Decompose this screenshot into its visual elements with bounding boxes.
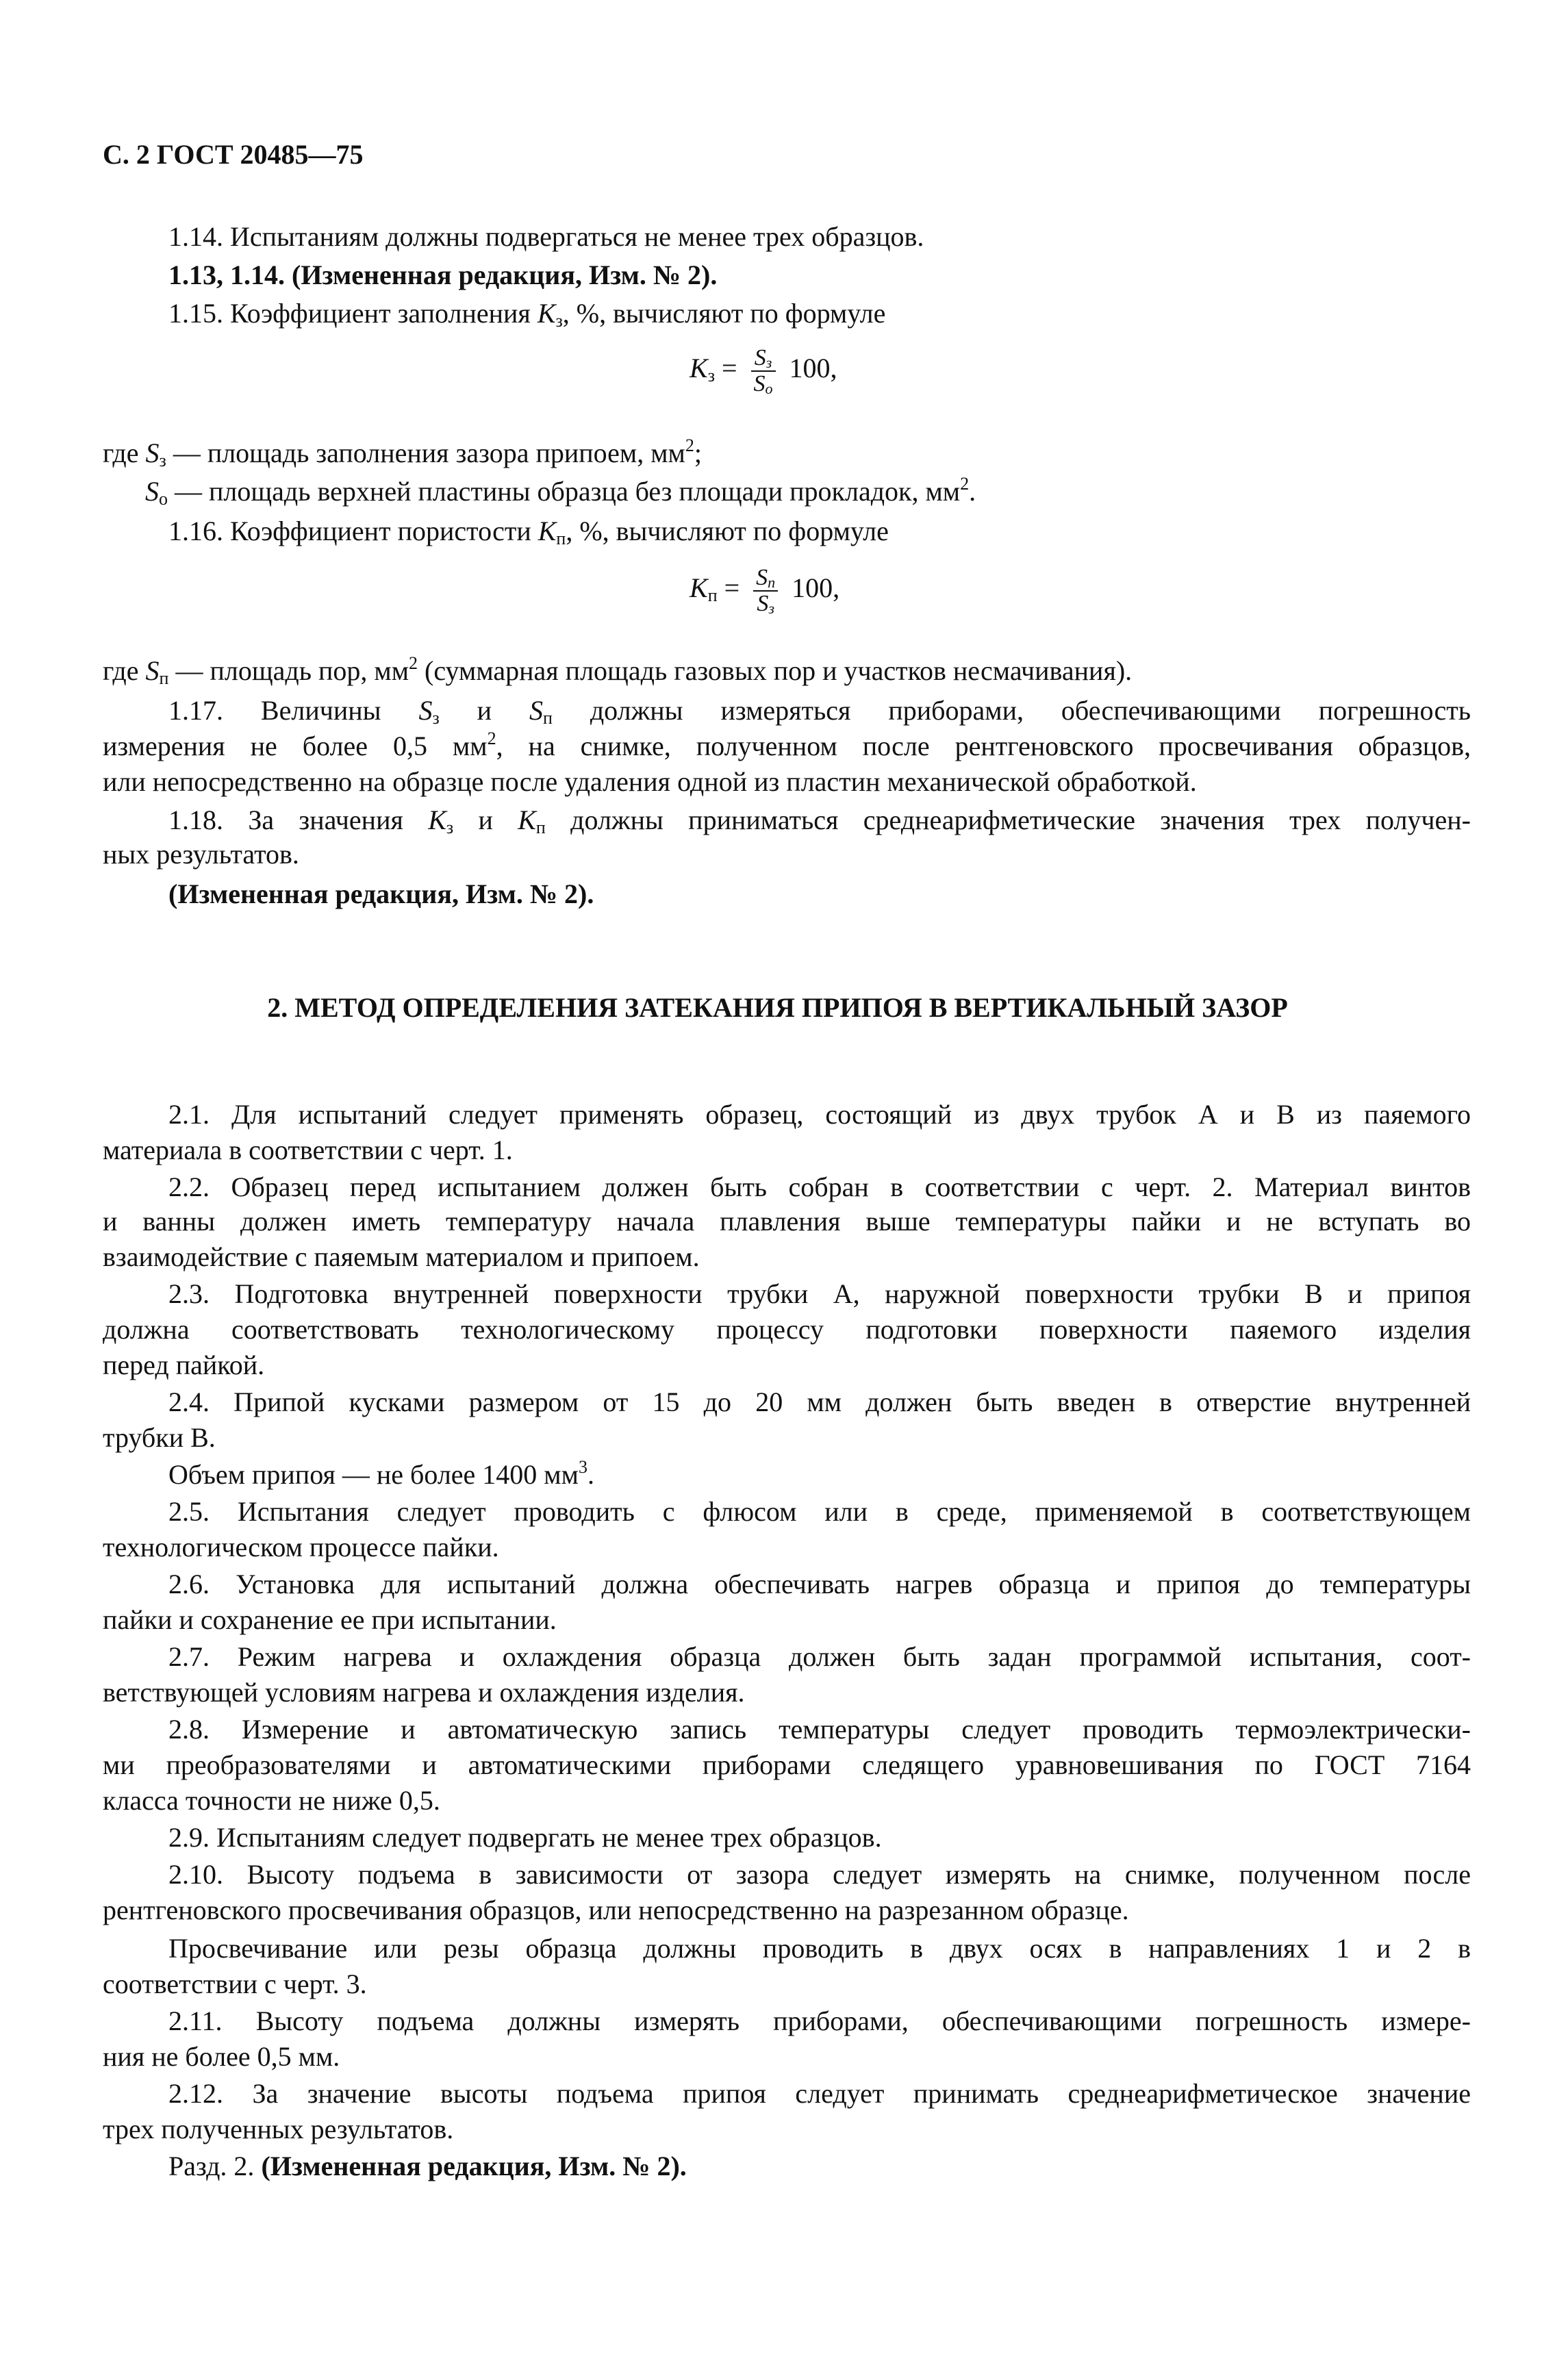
paragraph-2-5-line-1: 2.5. Испытания следует проводить с флюсом или в среде, применяемой в соответствующем [168, 1496, 1471, 1527]
paragraph-2-2-line-3: взаимодействие с паяемым материалом и припоем. [103, 1241, 700, 1272]
edit-note-section-2: Разд. 2. (Измененная редакция, Изм. № 2). [168, 2151, 687, 2181]
page-header: С. 2 ГОСТ 20485—75 [103, 139, 364, 170]
where-sp: где $S_п$ — площадь пор, $мм^2$ (суммарная площадь газовых пор и участков несмачивания). [103, 653, 1133, 688]
paragraph-1-15: 1.15. Коэффициент заполнения $K_з$, %, вычисляют по формуле [168, 298, 886, 331]
paragraph-2-7-line-1: 2.7. Режим нагрева и охлаждения образца должен быть задан программой испытания, соот- [168, 1641, 1471, 1672]
paragraph-1-18-line-1: 1.18. За значения $K_з$ и $K_п$ должны приниматься среднеарифметические значения трех получен- [168, 805, 1471, 837]
paragraph-2-8-line-2: ми преобразователями и автоматическими приборами следящего уравновешивания по ГОСТ 7164 [103, 1749, 1471, 1780]
paragraph-2-8-line-3: класса точности не ниже 0,5. [103, 1785, 440, 1816]
paragraph-1-17-line-1: 1.17. Величины $S_з$ и $S_п$ должны измеряться приборами, обеспечивающими погрешность [168, 695, 1471, 728]
paragraph-2-10-line-1: 2.10. Высоту подъема в зависимости от зазора следует измерять на снимке, полученном после [168, 1859, 1471, 1890]
paragraph-2-10-line-4: соответствии с черт. 3. [103, 1968, 367, 1999]
formula-kp: $K_п$ = $\frac{S_п}{S_з}$ 100, [690, 565, 840, 617]
edit-note-1-13-1-14: 1.13, 1.14. (Измененная редакция, Изм. № 2). [168, 259, 718, 290]
paragraph-2-2-line-1: 2.2. Образец перед испытанием должен быть собран в соответствии с черт. 2. Материал винтов [168, 1172, 1471, 1202]
paragraph-2-1-line-1: 2.1. Для испытаний следует применять образец, состоящий из двух трубок А и В из паяемого [168, 1099, 1471, 1130]
paragraph-2-11-line-2: ния не более 0,5 мм. [103, 2041, 340, 2072]
paragraph-2-3-line-1: 2.3. Подготовка внутренней поверхности трубки А, наружной поверхности трубки В и припоя [168, 1278, 1471, 1309]
where-so: $S_о$ — площадь верхней пластины образца без площади прокладок, $мм^2$. [145, 474, 976, 509]
paragraph-1-17-line-3: или непосредственно на образце после удаления одной из пластин механической обработкой. [103, 766, 1197, 797]
where-sz: где $S_з$ — площадь заполнения зазора припоем, $мм^2$; [103, 435, 702, 470]
paragraph-1-18-line-2: ных результатов. [103, 839, 299, 870]
paragraph-2-3-line-2: должна соответствовать технологическому процессу подготовки поверхности паяемого изделия [103, 1314, 1471, 1345]
paragraph-1-17-line-2: измерения не более 0,5 $мм^2$, на снимке, полученном после рентгеновского просвечивания образцов, [103, 729, 1471, 761]
edit-note-1-18: (Измененная редакция, Изм. № 2). [168, 878, 594, 909]
paragraph-1-16: 1.16. Коэффициент пористости $K_п$, %, вычисляют по формуле [168, 516, 889, 548]
paragraph-2-4-line-1: 2.4. Припой кусками размером от 15 до 20 мм должен быть введен в отверстие внутренней [168, 1387, 1471, 1417]
paragraph-1-14: 1.14. Испытаниям должны подвергаться не менее трех образцов. [168, 221, 924, 252]
paragraph-2-4-line-3: Объем припоя — не более 1400 $мм^3$. [168, 1457, 594, 1490]
paragraph-2-12-line-1: 2.12. За значение высоты подъема припоя следует принимать среднеарифметическое значение [168, 2078, 1471, 2109]
paragraph-2-2-line-2: и ванны должен иметь температуру начала плавления выше температуры пайки и не вступать во [103, 1206, 1471, 1237]
paragraph-2-10-line-2: рентгеновского просвечивания образцов, или непосредственно на разрезанном образце. [103, 1895, 1129, 1925]
formula-kz: $K_з$ = $\frac{S_з}{S_о}$ 100, [690, 345, 837, 397]
paragraph-2-1-line-2: материала в соответствии с черт. 1. [103, 1135, 513, 1165]
paragraph-2-12-line-2: трех полученных результатов. [103, 2114, 454, 2144]
paragraph-2-6-line-1: 2.6. Установка для испытаний должна обеспечивать нагрев образца и припоя до температуры [168, 1569, 1471, 1599]
fraction-sp-sz: $\frac{S_п}{S_з}$ [753, 566, 778, 616]
paragraph-2-11-line-1: 2.11. Высоту подъема должны измерять приборами, обеспечивающими погрешность измере- [168, 2005, 1471, 2036]
paragraph-2-5-line-2: технологическом процессе пайки. [103, 1532, 499, 1562]
fraction-sz-so: $\frac{S_з}{S_о}$ [751, 346, 776, 396]
paragraph-2-3-line-3: перед пайкой. [103, 1350, 265, 1380]
paragraph-2-7-line-2: ветствующей условиям нагрева и охлаждения изделия. [103, 1677, 745, 1708]
section-2-title: 2. МЕТОД ОПРЕДЕЛЕНИЯ ЗАТЕКАНИЯ ПРИПОЯ В ВЕРТИКАЛЬНЫЙ ЗАЗОР [267, 992, 1288, 1023]
paragraph-2-4-line-2: трубки В. [103, 1422, 216, 1453]
paragraph-2-9: 2.9. Испытаниям следует подвергать не менее трех образцов. [168, 1822, 882, 1853]
paragraph-2-10-line-3: Просвечивание или резы образца должны проводить в двух осях в направлениях 1 и 2 в [168, 1933, 1471, 1964]
paragraph-2-8-line-1: 2.8. Измерение и автоматическую запись температуры следует проводить термоэлектрически- [168, 1714, 1471, 1745]
paragraph-2-6-line-2: пайки и сохранение ее при испытании. [103, 1604, 557, 1635]
